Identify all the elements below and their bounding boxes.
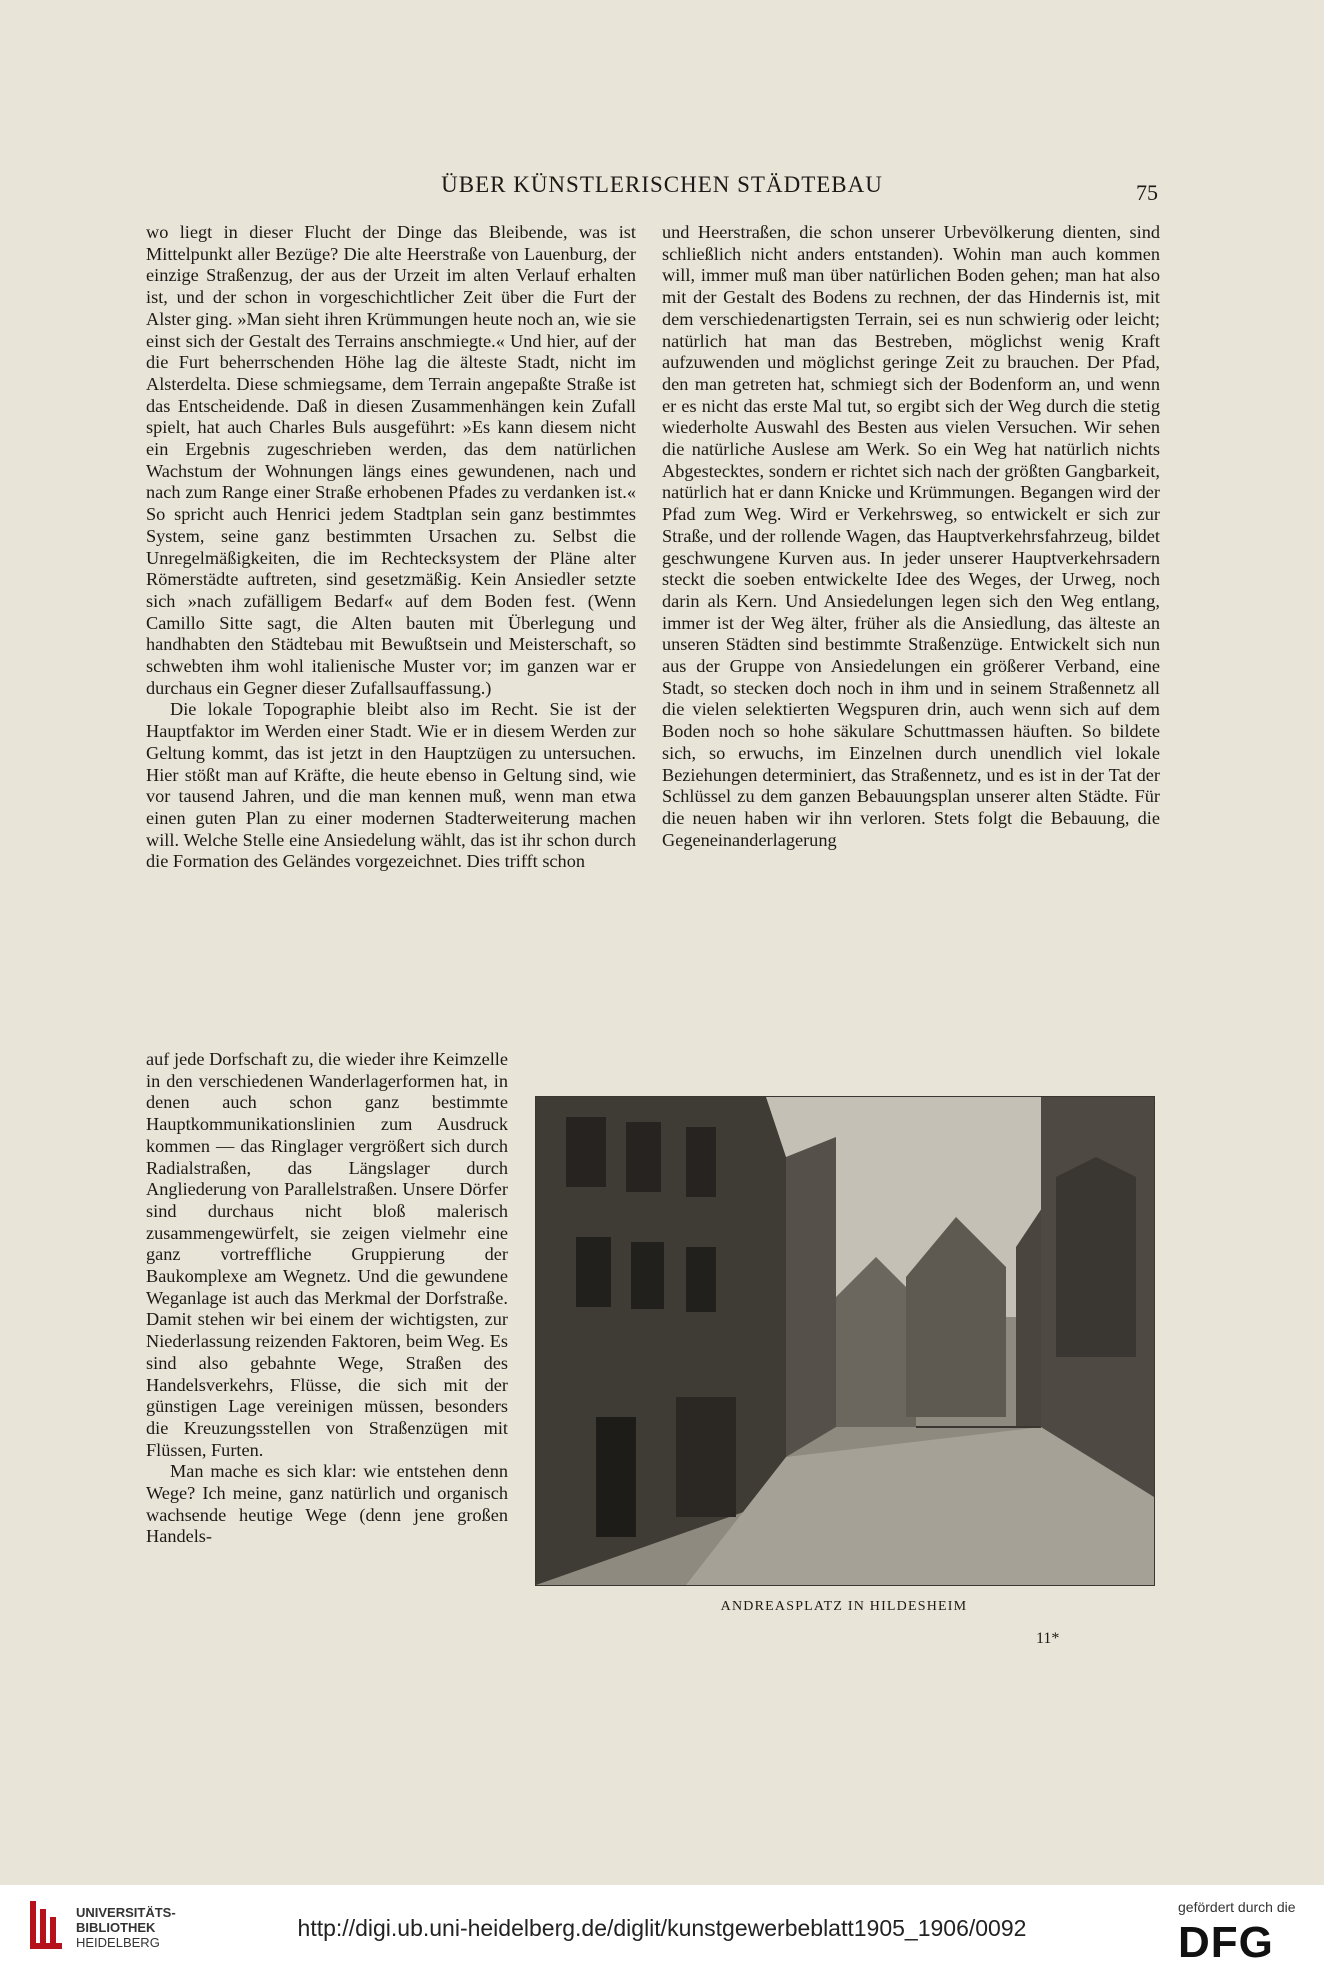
library-name-line: BIBLIOTHEK <box>76 1920 156 1935</box>
paragraph: Die lokale Topographie bleibt also im Recht. Sie ist der Hauptfaktor im Werden einer Stadt. Wie er in diesem Werden zur Geltung kommt, das ist jetzt in den Hauptzügen zu untersuchen. Hier stößt man auf Kräfte, die heute ebenso in Geltung sind, wie vor tausend Jahren, und die man kennen muß, wenn man etwa einen guten Plan zu einer modernen Stadterweiterung machen will. Welche Stelle eine Ansiedelung wählt, das ist ihr schon durch die Formation des Geländes vorgezeichnet. Dies trifft schon <box>146 699 636 872</box>
paragraph: wo liegt in dieser Flucht der Dinge das Bleibende, was ist Mittelpunkt aller Bezüge? Die alte Heerstraße von Lauenburg, der einzige Straßenzug, der aus der Urzeit im alten Verlauf erhalten ist, und der schon in vorgeschichtlicher Zeit über die Furt der Alster ging. »Man sieht ihren Krümmungen heute noch an, wie sie einst sich der Gestalt des Terrains anschmiegte.« Und hier, auf der die Furt beherrschenden Höhe lag die älteste Stadt, nicht im Alsterdelta. Diese schmiegsame, dem Terrain angepaßte Straße ist das Entscheidende. Daß in diesen Zusammenhängen kein Zufall spielt, hat auch Charles Buls ausgeführt: »Es kann diesem nicht ein Ergebnis zugeschrieben werden, das dem natürlichen Wachstum der Wohnungen längs eines gewundenen, nach und nach zum Range einer Straße erhobenen Pfades zu verdanken ist.« So spricht auch Henrici jedem Stadtplan sein ganz bestimmtes System, seine ganz bestimmten Ursachen zu. Selbst die Unregelmäßigkeiten, die im Rechtecksystem der Pläne alter Römerstädte auftreten, sind gesetzmäßig. Kein Ansiedler setzte sich »nach zufälligem Bedarf« auf dem Boden fest. (Wenn Camillo Sitte sagt, die Alten bauten mit Überlegung und handhabten den Städtebau mit Bewußtsein und Meisterschaft, so schwebten ihm wohl italienische Muster vor; im ganzen war er durchaus ein Gegner dieser Zufallsauffassung.) <box>146 222 636 698</box>
permalink-url[interactable]: http://digi.ub.uni-heidelberg.de/diglit/kunstgewerbeblatt1905_1906/0092 <box>297 1915 1027 1941</box>
signature-mark: 11* <box>1036 1630 1060 1647</box>
paragraph: und Heerstraßen, die schon unserer Urbevölkerung dienten, sind schließlich nicht anders entstanden). Wohin man auch kommen will, immer muß man über natürlichen Boden gehen; man hat also mit der Gestalt des Bodens zu rechnen, der das Hindernis ist, mit dem verschiedenartigsten Terrain, sei es nun schwierig oder leicht; natürlich hat man das Bestreben, möglichst wenig Kraft aufzuwenden und möglichst geringe Zeit zu brauchen. Der Pfad, den man getreten hat, schmiegt sich der Bodenform an, und wenn er es nicht das erste Mal tut, so ergibt sich der Weg durch die stetig wiederholte Auswahl des Besten aus vielen Versuchen. Wir sehen die natürliche Auslese am Werk. So ein Weg hat natürlich nichts Abgestecktes, sondern er richtet sich nach der größten Gangbarkeit, natürlich hat er dann Knicke und Krümmungen. Begangen wird der Pfad zum Weg. Wird er Verkehrsweg, so entwickelt er sich zur Straße, und der rollende Wagen, das Hauptverkehrsfahrzeug, bildet geschwungene Kurven aus. In jeder unserer Hauptverkehrsadern steckt die soeben entwickelte Idee des Weges, der Urweg, noch darin als Kern. Und Ansiedelungen legen sich den Weg entlang, immer ist der Weg älter, früher als die Ansiedlung, das älteste an unseren Städten sind bestimmte Straßenzüge. Entwickelt sich nun aus der Gruppe von Ansiedelungen ein größerer Verband, eine Stadt, so stecken doch noch in ihm und in seinem Straßennetz all die vielen selektierten Wegspuren drin, auch wenn sich auf dem Boden noch so hohe säkulare Schuttmassen häuften. So bildete sich, so erwuchs, im Einzelnen durch unendlich viel lokale Beziehungen determiniert, das Straßennetz, und es ist in der Tat der Schlüssel zu dem ganzen Bebauungsplan unserer alten Städte. Für die neuen haben wir ihn verloren. Stets folgt die Bebauung, die Gegeneinanderlagerung <box>662 222 1160 850</box>
narrow-column <box>146 1049 508 1548</box>
dfg-logo: DFG <box>1178 1918 1274 1967</box>
left-column <box>146 222 636 873</box>
funding-label: gefördert durch die <box>1178 1899 1296 1915</box>
library-name-line: UNIVERSITÄTS- <box>76 1905 176 1920</box>
figure-caption: ANDREASPLATZ IN HILDESHEIM <box>720 1599 968 1614</box>
paragraph: auf jede Dorfschaft zu, die wieder ihre Keimzelle in den verschiedenen Wanderlagerformen hat, in denen auch schon ganz bestimmte Hauptkommunikationslinien zum Ausdruck kommen — das Ringlager vergrößert sich durch Radialstraßen, das Längslager durch Angliederung von Parallelstraßen. Unsere Dörfer sind durchaus nicht bloß malerisch zusammengewürfelt, sie zeigen vielmehr eine ganz vortreffliche Gruppierung der Baukomplexe am Wegnetz. Und die gewundene Weganlage ist auch das Merkmal der Dorfstraße. Damit stehen wir bei einem der wichtigsten, zur Niederlassung reizenden Faktoren, beim Weg. Es sind also gebahnte Wege, Straßen des Handelsverkehrs, Flüsse, die sich mit der günstigen Lage vereinigen müssen, besonders die Kreuzungsstellen von Straßenzügen mit Flüssen, Furten. <box>146 1049 508 1460</box>
page-number: 75 <box>1136 180 1158 205</box>
street-photograph <box>535 1096 1155 1586</box>
paragraph: Man mache es sich klar: wie entstehen denn Wege? Ich meine, ganz natürlich und organisch wachsende heutige Wege (denn jene großen Handels- <box>146 1461 508 1547</box>
right-column <box>662 222 1160 851</box>
running-head: ÜBER KÜNSTLERISCHEN STÄDTEBAU <box>441 172 883 197</box>
photo-illustration <box>536 1097 1154 1585</box>
viewer-footer <box>0 1885 1324 1981</box>
library-name-line: HEIDELBERG <box>76 1935 160 1950</box>
